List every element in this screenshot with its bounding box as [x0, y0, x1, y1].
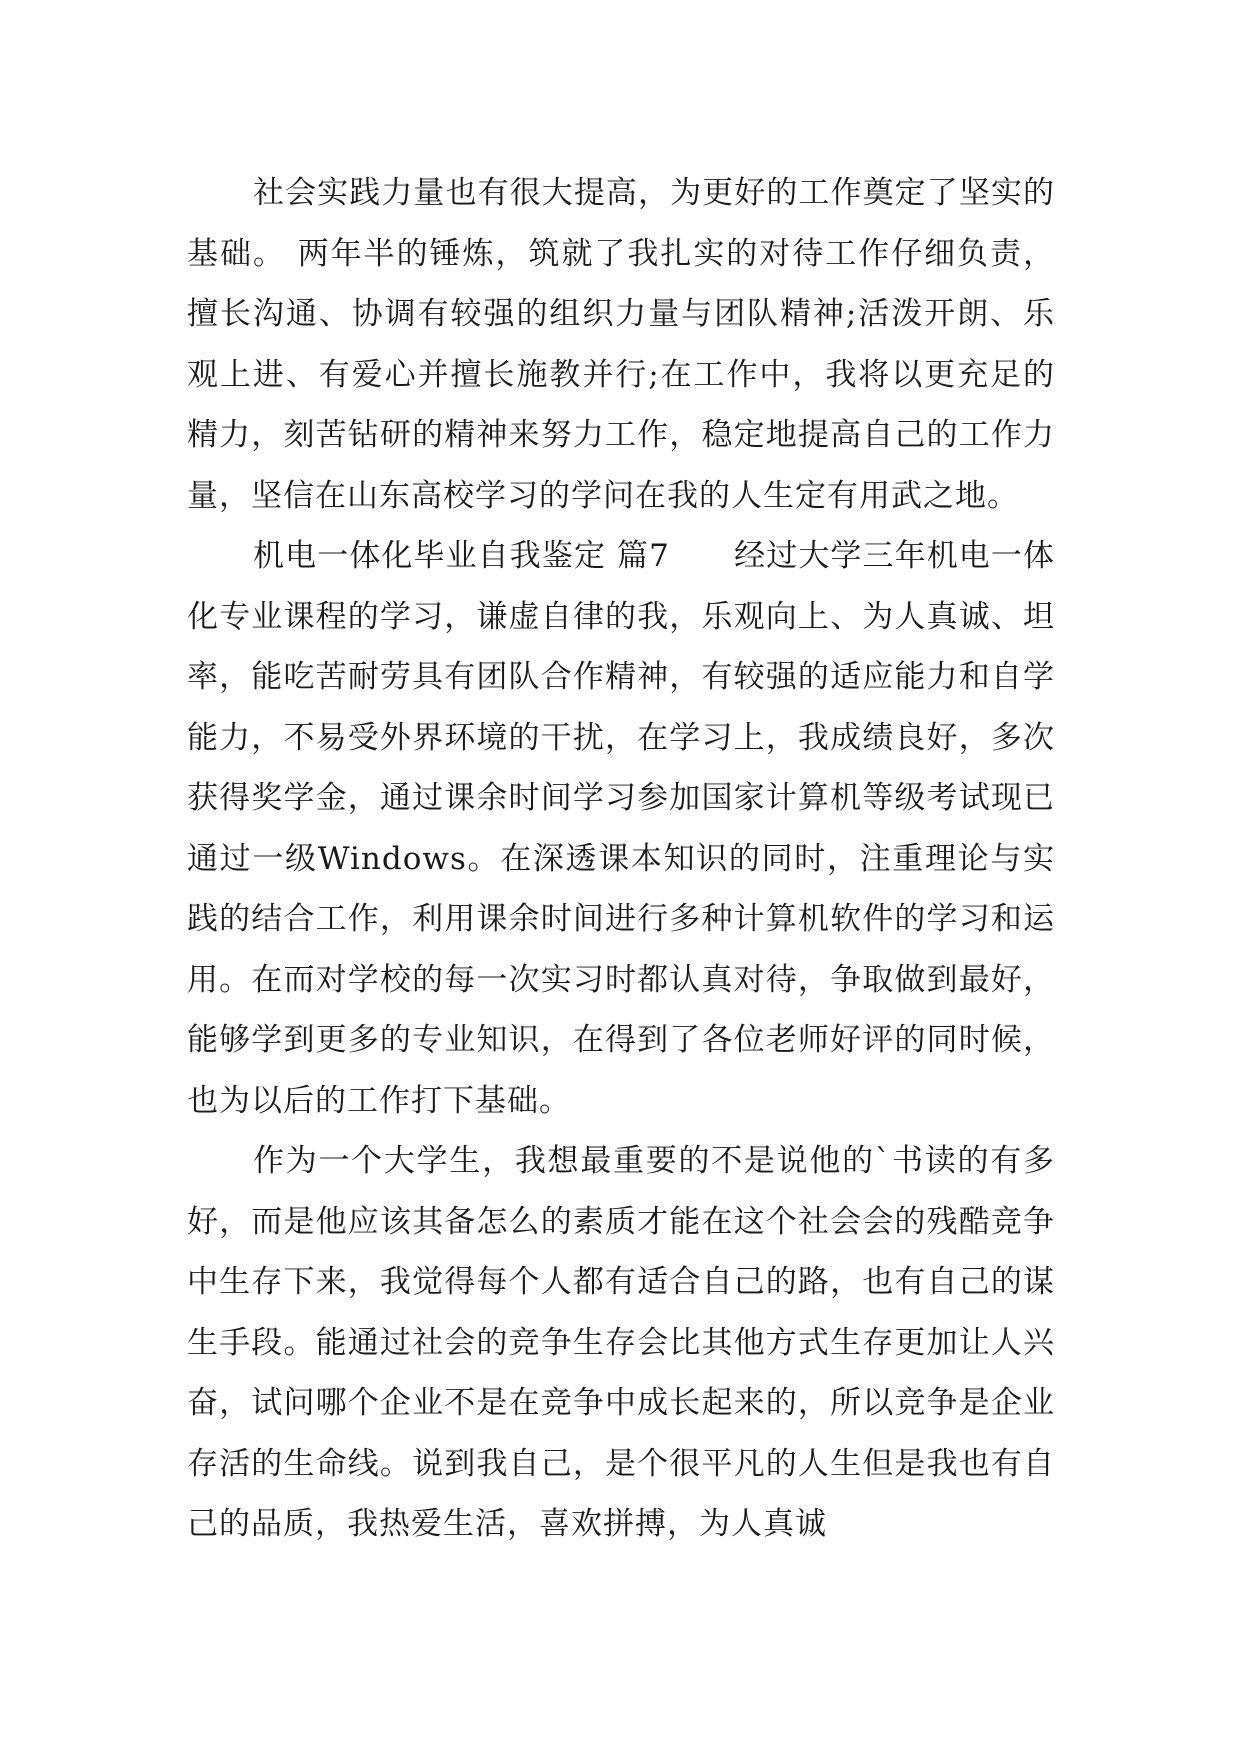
document-body	[187, 163, 1055, 1555]
paragraph-self-assessment-7: 机电一体化毕业自我鉴定 篇7 经过大学三年机电一体化专业课程的学习，谦虚自律的我，乐观向上、为人真诚、坦率，能吃苦耐劳具有团队合作精神，有较强的适应能力和自学能力，不易受外界环境的干扰，在学习上，我成绩良好，多次获得奖学金，通过课余时间学习参加国家计算机等级考试现已通过一级Windows。在深透课本知识的同时，注重理论与实践的结合工作，利用课余时间进行多种计算机软件的学习和运用。在而对学校的每一次实习时都认真对待，争取做到最好，能够学到更多的专业知识，在得到了各位老师好评的同时候，也为以后的工作打下基础。	[187, 538, 1055, 1119]
paragraph-practice-summary: 社会实践力量也有很大提高，为更好的工作奠定了坚实的基础。 两年半的锤炼，筑就了我扎实的对待工作仔细负责，擅长沟通、协调有较强的组织力量与团队精神;活泼开朗、乐观上进、有爱心并擅长施教并行;在工作中，我将以更充足的精力，刻苦钻研的精神来努力工作，稳定地提高自己的工作力量，坚信在山东高校学习的学问在我的人生定有用武之地。	[187, 175, 1055, 514]
paragraph-college-student: 作为一个大学生，我想最重要的不是说他的`书读的有多好，而是他应该其备怎么的素质才能在这个社会会的残酷竞争中生存下来，我觉得每个人都有适合自己的路，也有自己的谋生手段。能通过社会的竞争生存会比其他方式生存更加让人兴奋，试问哪个企业不是在竞争中成长起来的，所以竞争是企业存活的生命线。说到我自己，是个很平凡的人生但是我也有自己的品质，我热爱生活，喜欢拼搏，为人真诚	[187, 1143, 1055, 1542]
